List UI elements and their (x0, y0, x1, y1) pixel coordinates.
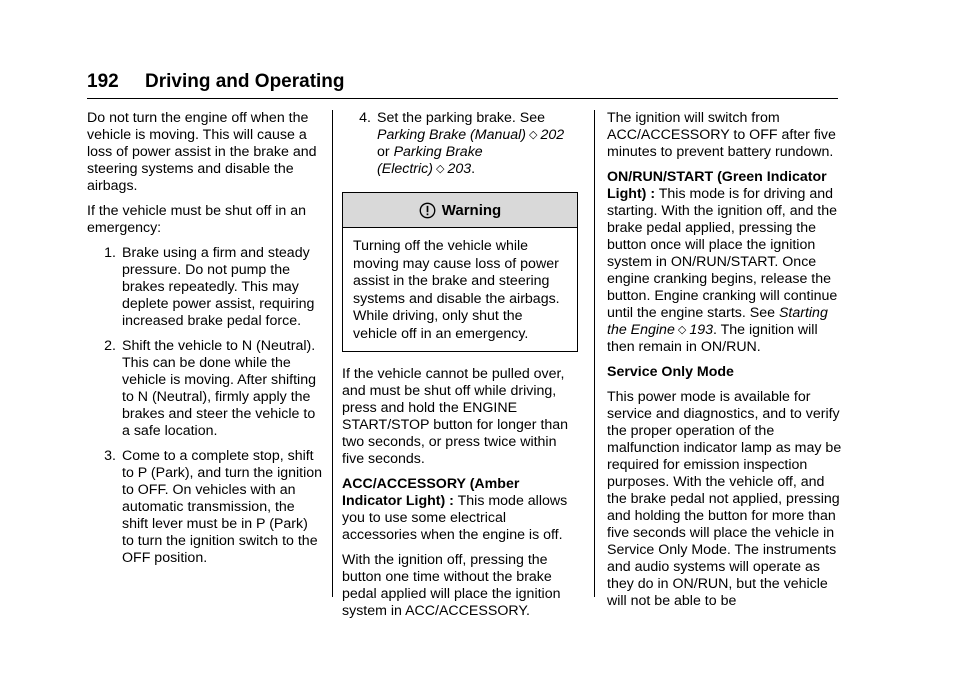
warning-symbol-icon (419, 202, 436, 219)
column-2 (342, 110, 582, 628)
list-text: Brake using a firm and steady pressure. Do not pump the brakes repeatedly. This may deplete power assist, requiring increased brake pedal force. (122, 245, 315, 329)
paragraph (342, 476, 582, 544)
mode-label: ON/RUN/START (Green Indicator Light) : (607, 169, 827, 202)
list-item (342, 110, 582, 178)
page-header (87, 70, 838, 98)
cross-reference-page[interactable]: 203 (447, 161, 472, 177)
cross-reference-page[interactable]: 202 (540, 127, 565, 143)
header-rule (87, 98, 838, 99)
warning-header (343, 193, 577, 228)
reference-arrow-icon: ◇ (677, 324, 687, 336)
paragraph: If the vehicle cannot be pulled over, and must be shut off while driving, press and hold the ENGINE START/STOP button for longer than two seconds, or press twice within five seconds. (342, 366, 569, 467)
section-title: Driving and Operating (145, 71, 345, 92)
list-number: 1. (104, 245, 116, 261)
cross-reference-link[interactable]: Starting the Engine (607, 305, 828, 338)
reference-arrow-icon: ◇ (435, 163, 445, 175)
list-item (87, 338, 323, 440)
list-item (87, 245, 323, 330)
mode-label: ACC/ACCESSORY (Amber Indicator Light) : (342, 476, 520, 509)
mode-description: This mode is for driving and starting. With the ignition off, and the brake pedal applied, pressing the button once will place the ignition system in ON/RUN/START. Once engine cranking begins, release the button. Engine cranking will continue until the engine starts. See (607, 186, 838, 321)
mode-description: This mode allows you to use some electrical accessories when the engine is off. (342, 493, 568, 543)
reference-arrow-icon: ◇ (529, 129, 538, 141)
list-number: 2. (104, 338, 116, 354)
punctuation: . (471, 161, 476, 177)
mode-description: . The ignition will then remain in ON/RUN. (607, 322, 818, 355)
warning-box (342, 192, 578, 352)
paragraph (607, 169, 843, 356)
cross-reference-link[interactable]: Parking Brake (Manual) (377, 127, 527, 143)
column-divider (594, 110, 595, 597)
list-item (87, 448, 323, 567)
list-number: 4. (359, 110, 371, 126)
warning-body: Turning off the vehicle while moving may cause loss of power assist in the brake and steering systems and disable the airbags. While driving, only shut the vehicle off in an emergency. (353, 238, 560, 342)
page-number: 192 (87, 71, 119, 92)
column-divider (332, 110, 333, 597)
paragraph: If the vehicle must be shut off in an emergency: (87, 203, 306, 236)
list-text (377, 110, 582, 178)
paragraph: This power mode is available for service and diagnostics, and to verify the proper operation of the malfunction indicator lamp as may be required for emission inspection purposes. With the vehicle off, and the brake pedal not applied, pressing and holding the button for more than five seconds will place the vehicle in Service Only Mode. The instruments and audio systems will operate as they do in ON/RUN, but the vehicle will not be able to be (607, 389, 842, 609)
list-text: Shift the vehicle to N (Neutral). This can be done while the vehicle is moving. After shifting to N (Neutral), firmly apply the brakes and steer the vehicle to a safe location. (122, 338, 316, 439)
cross-reference-link[interactable]: Parking Brake (Electric) (377, 144, 483, 177)
conjunction: or (377, 144, 390, 160)
warning-title: Warning (441, 201, 502, 219)
paragraph: Do not turn the engine off when the vehicle is moving. This will cause a loss of power assist in the brake and steering systems and disable the airbags. (87, 110, 317, 194)
paragraph: With the ignition off, pressing the button one time without the brake pedal applied will place the ignition system in ACC/ACCESSORY. (342, 552, 561, 619)
list-text: Come to a complete stop, shift to P (Park), and turn the ignition to OFF. On vehicles with an automatic transmission, the shift lever must be in P (Park) to turn the ignition switch to the OFF position. (122, 448, 323, 566)
column-3 (607, 110, 843, 618)
step-lead: Set the parking brake. See (377, 110, 545, 126)
paragraph: The ignition will switch from ACC/ACCESSORY to OFF after five minutes to prevent battery rundown. (607, 110, 836, 160)
cross-reference-page[interactable]: 193 (689, 322, 713, 338)
list-number: 3. (104, 448, 116, 464)
column-1 (87, 110, 323, 575)
subsection-heading: Service Only Mode (607, 364, 734, 380)
